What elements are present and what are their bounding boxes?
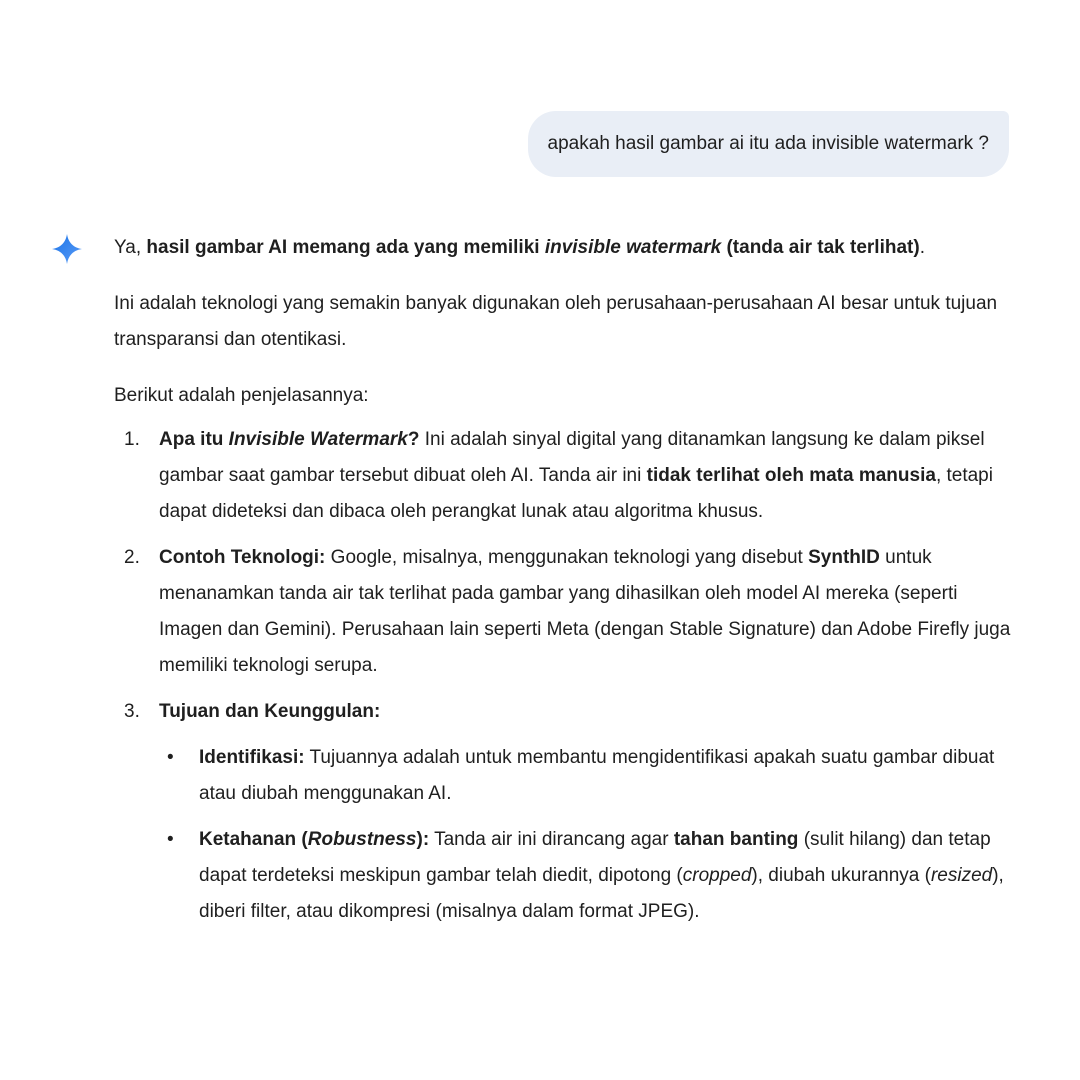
response-intro: Ya, hasil gambar AI memang ada yang memiliki invisible watermark (tanda air tak terlihat). — [114, 237, 925, 258]
bullet-list — [159, 740, 1014, 930]
user-message-bubble — [528, 111, 1009, 177]
gemini-spark-icon — [51, 233, 83, 265]
numbered-list — [114, 422, 1014, 930]
bullet-item: • Identifikasi: Tujuannya adalah untuk membantu mengidentifikasi apakah suatu gambar dibuat atau diubah menggunakan AI. — [159, 740, 1014, 812]
list-number: 3. — [124, 701, 140, 722]
list-item: 3. Tujuan dan Keunggulan: • Identifikasi: Tujuannya adalah untuk membantu mengidentifikasi apakah suatu gambar dibuat atau diubah menggunakan AI. • Ketahanan (Robustness): Tanda air ini dirancang agar tahan banting (sulit hilang) dan tetap dapat terdeteksi meskipun gambar telah diedit, dipotong (cropped), diubah ukurannya (resized), diberi filter, atau dikompresi (misalnya dalam format JPEG). — [114, 694, 1014, 930]
assistant-response — [114, 230, 1014, 940]
user-message-text: apakah hasil gambar ai itu ada invisible watermark ? — [547, 133, 989, 154]
list-item: 1. Apa itu Invisible Watermark? Ini adalah sinyal digital yang ditanamkan langsung ke dalam piksel gambar saat gambar tersebut dibuat oleh AI. Tanda air ini tidak terlihat oleh mata manusia, tetapi dapat dideteksi dan dibaca oleh perangkat lunak atau algoritma khusus. — [114, 422, 1014, 530]
response-paragraph: Ini adalah teknologi yang semakin banyak digunakan oleh perusahaan-perusahaan AI besar untuk tujuan transparansi dan otentikasi. — [114, 293, 998, 350]
bullet-item: • Ketahanan (Robustness): Tanda air ini dirancang agar tahan banting (sulit hilang) dan tetap dapat terdeteksi meskipun gambar telah diedit, dipotong (cropped), diubah ukurannya (resized), diberi filter, atau dikompresi (misalnya dalam format JPEG). — [159, 822, 1014, 930]
bullet-icon: • — [167, 747, 174, 768]
list-item: 2. Contoh Teknologi: Google, misalnya, menggunakan teknologi yang disebut SynthID untuk menanamkan tanda air tak terlihat pada gambar yang dihasilkan oleh model AI mereka (seperti Imagen dan Gemini). Perusahaan lain seperti Meta (dengan Stable Signature) dan Adobe Firefly juga memiliki teknologi serupa. — [114, 540, 1014, 684]
list-number: 2. — [124, 547, 140, 568]
list-number: 1. — [124, 429, 140, 450]
bullet-icon: • — [167, 829, 174, 850]
response-lead: Berikut adalah penjelasannya: — [114, 385, 369, 406]
